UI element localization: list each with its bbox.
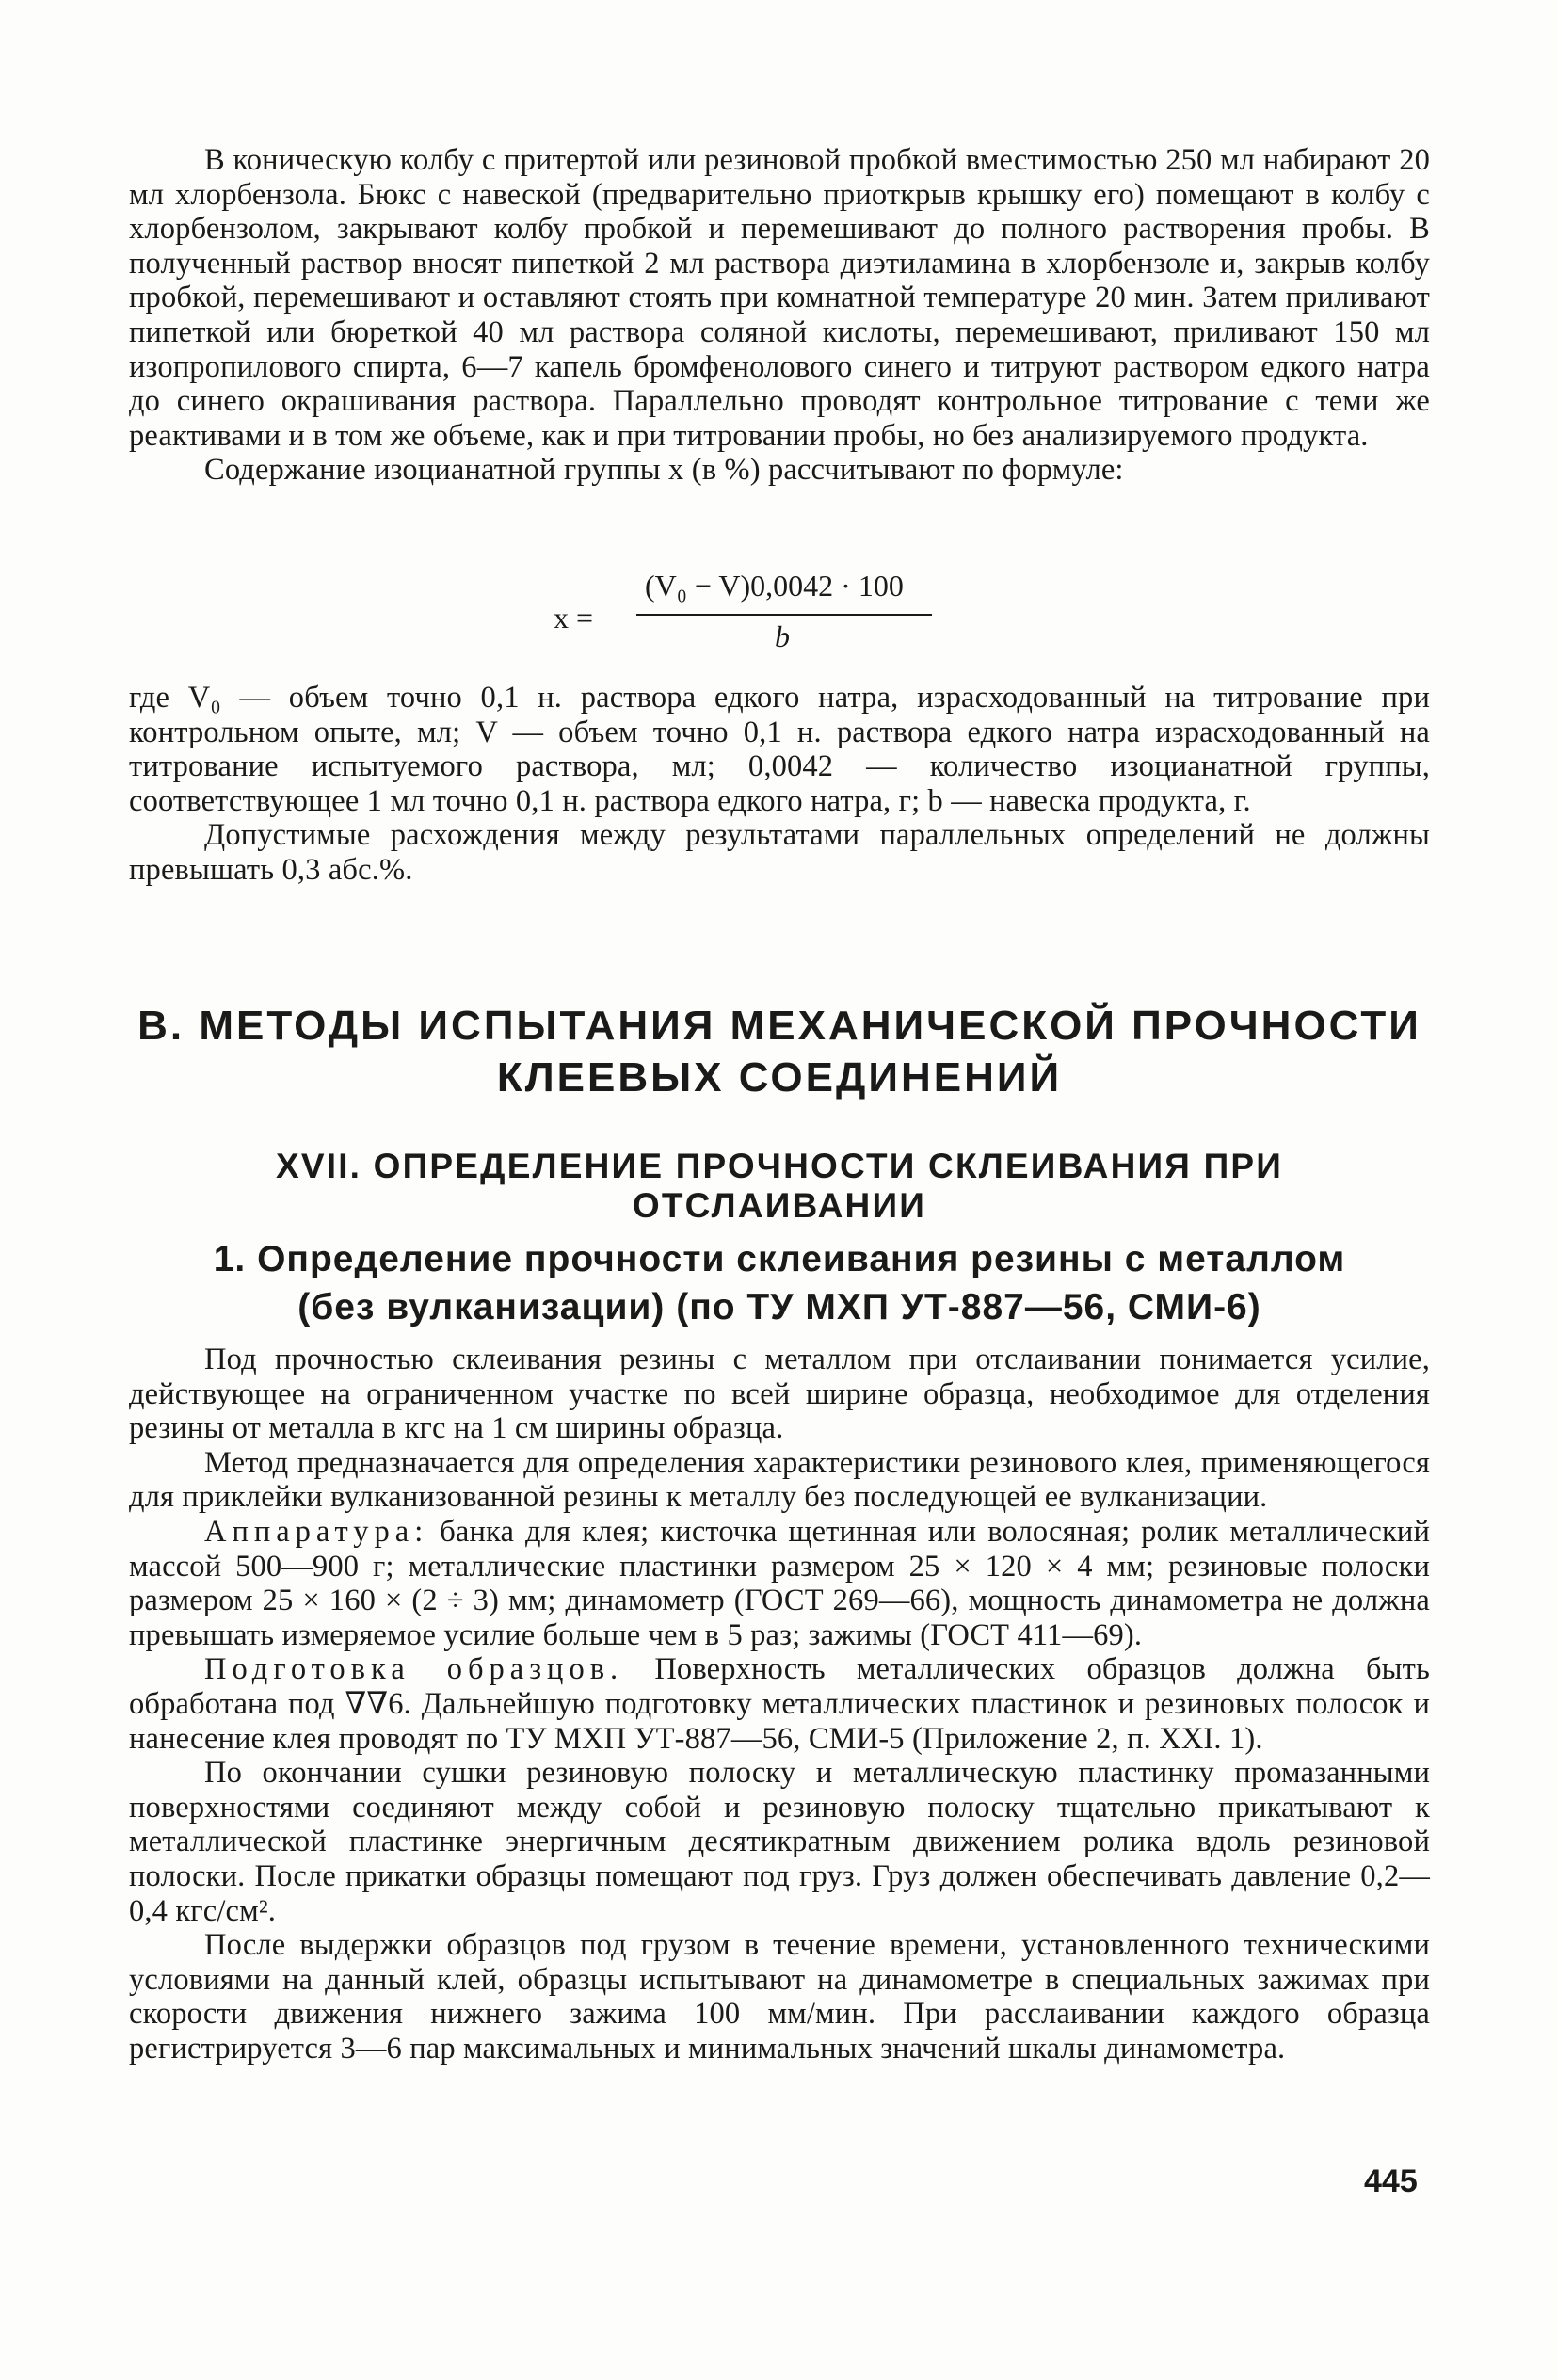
paragraph-text: Метод предназначается для определения характеристики резинового клея, применяющегося для приклейки вулканизованной резины к металлу без последующей ее вулканизации. [129,1445,1430,1515]
formula-lhs: x = [554,601,594,635]
paragraph-text: Поверхность металлических образцов должна быть обработана под ∇∇6. Дальнейшую подготовку металлических пластинок и резиновых полосок и нанесение клея проводят по ТУ МХП УТ-887—56, СМИ-5 (Приложение 2, п. XXI. 1). [129,1652,1430,1756]
top-text-block [129,143,1430,488]
section-heading: В. МЕТОДЫ ИСПЫТАНИЯ МЕХАНИЧЕСКОЙ ПРОЧНОСТИ КЛЕЕВЫХ СОЕДИНЕНИЙ [137,1003,1421,1101]
paragraph: Допустимые расхождения между результатами параллельных определений не должны превышать 0,3 абс.%. [129,818,1430,887]
paragraph: где V₀ — объем точно 0,1 н. раствора едкого натра, израсходованный на титрование при контрольном опыте, мл; V — объем точно 0,1 н. раствора едкого натра израсходованный на титрование испытуемого раствора, мл; 0,0042 — количество изоцианатной группы, соответствующее 1 мл точно 0,1 н. раствора едкого натра, г; b — навеска продукта, г. [129,681,1430,818]
formula-denominator: b [775,619,790,653]
paragraph [129,1446,1430,1515]
paragraph-text: банка для клея; кисточка щетинная или волосяная; ролик металлический массой 500—900 г; металлические пластинки размером 25 × 120 × 4 мм; резиновые полоски размером 25 × 160 × (2 ÷ 3) мм; динамометр (ГОСТ 269—66), мощность динамометра не должна превышать измеряемое усилие больше чем в 5 раз; зажимы (ГОСТ 411—69). [129,1514,1430,1652]
subsection-heading-wrap [129,1147,1430,1226]
paragraph [129,1515,1430,1652]
section-heading-wrap [129,1000,1430,1103]
fraction-bar [636,614,932,616]
paragraph: Содержание изоцианатной группы x (в %) рассчитывают по формуле: [204,453,1124,488]
definitions-block [129,681,1430,888]
paragraph [129,1928,1430,2066]
paragraph [129,1343,1430,1446]
subsection-heading: XVII. ОПРЕДЕЛЕНИЕ ПРОЧНОСТИ СКЛЕИВАНИЯ ПРИ ОТСЛАИВАНИИ [275,1147,1284,1225]
item-heading-wrap [188,1235,1371,1331]
paragraph-text: По окончании сушки резиновую полоску и металлическую пластинку промазанными поверхностями соединяют между собой и резиновую полоску тщательно прикатывают к металлической пластинке энергичным десятикратным движением ролика вдоль резиновой полоски. После прикатки образцы помещают под груз. Груз должен обеспечивать давление 0,2—0,4 кгс/см². [129,1756,1430,1928]
paragraph-text: Под прочностью склеивания резины с металлом при отслаивании понимается усилие, действующее на ограниченном участке по всей ширине образца, необходимое для отделения резины от металла в кгс на 1 см ширины образца. [129,1343,1430,1446]
page-number: 445 [1364,2163,1418,2199]
paragraph-text: После выдержки образцов под грузом в течение времени, установленного техническими условиями на данный клей, образцы испытывают на динамометре в специальных зажимах при скорости движения нижнего зажима 100 мм/мин. При расслаивании каждого образца регистрируется 3—6 пар максимальных и минимальных значений шкалы динамометра. [129,1928,1430,2066]
paragraph: В коническую колбу с притертой или резиновой пробкой вместимостью 250 мл набирают 20 мл хлорбензола. Бюкс с навеской (предварительно приоткрыв крышку его) помещают в колбу с хлорбензолом, закрывают колбу пробкой и перемешивают до полного растворения пробы. В полученный раствор вносят пипеткой 2 мл раствора диэтиламина в хлорбензоле и, закрыв колбу пробкой, перемешивают и оставляют стоять при комнатной температуре 20 мин. Затем приливают пипеткой или бюреткой 40 мл раствора соляной кислоты, перемешивают, приливают 150 мл изопропилового спирта, 6—7 капель бромфенолового синего и титруют раствором едкого натра до синего окрашивания раствора. Параллельно проводят контрольное титрование с теми же реактивами и в том же объеме, как и при титровании пробы, но без анализируемого продукта. [129,143,1430,453]
item-heading: 1. Определение прочности склеивания резины с металлом (без вулканизации) (по ТУ МХП УТ-887—56, СМИ-6) [213,1239,1346,1327]
formula-numerator: (V₀ − V)0,0042 · 100 [645,569,904,603]
paragraph [129,1756,1430,1928]
body-text-block [129,1343,1430,2066]
spaced-lead: Подготовка образцов. [204,1652,624,1687]
paragraph [129,1652,1430,1756]
formula [508,561,998,665]
spaced-lead: Аппаратура: [204,1514,429,1549]
